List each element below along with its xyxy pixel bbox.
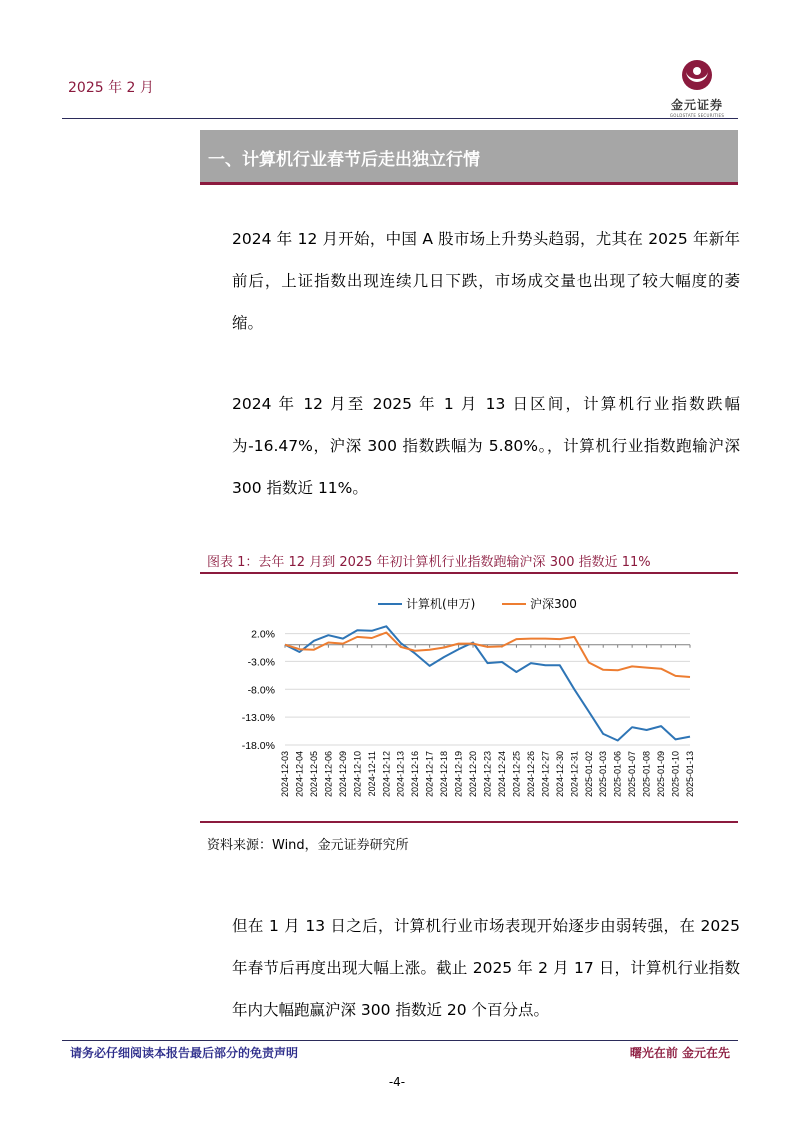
y-tick-label: -13.0% (241, 712, 275, 725)
x-tick-label: 2025-01-02 (583, 751, 594, 798)
paragraph-3: 但在 1 月 13 日之后，计算机行业市场表现开始逐步由弱转强，在 2025 年春节后再度出现大幅上涨。截止 2025 年 2 月 17 日，计算机行业指数年内大幅跑赢沪深 300 指数近 20 个百分点。 (232, 917, 740, 1019)
figure-bottom-rule (200, 821, 738, 823)
section-heading-bar (200, 130, 738, 185)
logo-english-name: GOLDSTATE SECURITIES (669, 113, 725, 118)
y-tick-label: -3.0% (247, 656, 275, 669)
x-tick-label: 2024-12-05 (308, 751, 319, 798)
figure-title: 图表 1：去年 12 月到 2025 年初计算机行业指数跑输沪深 300 指数近 11% (207, 555, 651, 570)
x-tick-label: 2024-12-23 (482, 751, 493, 798)
x-tick-label: 2024-12-25 (511, 751, 522, 798)
company-logo (662, 58, 732, 120)
x-tick-label: 2024-12-04 (294, 751, 305, 798)
x-tick-label: 2024-12-27 (540, 751, 551, 798)
x-tick-label: 2024-12-20 (468, 751, 479, 798)
footer-slogan: 曙光在前 金元在先 (629, 1046, 730, 1060)
figure-top-rule (200, 572, 738, 574)
x-tick-label: 2025-01-03 (598, 751, 609, 798)
report-date: 2025 年 2 月 (68, 80, 154, 96)
x-tick-label: 2024-12-24 (496, 751, 507, 798)
x-tick-label: 2024-12-31 (569, 751, 580, 798)
x-tick-label: 2024-12-19 (453, 751, 464, 798)
x-tick-label: 2025-01-13 (685, 751, 695, 798)
paragraph-1: 2024 年 12 月开始，中国 A 股市场上升势头趋弱，尤其在 2025 年新年前后，上证指数出现连续几日下跌，市场成交量也出现了较大幅度的萎缩。 (232, 230, 740, 332)
footer-divider (62, 1040, 738, 1041)
x-tick-label: 2025-01-06 (612, 751, 623, 798)
x-tick-label: 2024-12-16 (410, 751, 421, 798)
x-tick-label: 2024-12-10 (352, 751, 363, 798)
x-tick-label: 2025-01-07 (627, 751, 638, 798)
logo-emblem-icon (677, 58, 717, 92)
x-tick-label: 2025-01-08 (641, 751, 652, 798)
legend-label: 计算机(申万) (406, 597, 476, 611)
header-divider (62, 118, 738, 119)
paragraph-2: 2024 年 12 月至 2025 年 1 月 13 日区间，计算机行业指数跌幅为-16.47%，沪深 300 指数跌幅为 5.80%。，计算机行业指数跑输沪深 300 指数近 11%。 (232, 395, 740, 497)
series-line (285, 626, 690, 740)
logo-name: 金元证券 (670, 98, 723, 112)
x-tick-label: 2024-12-03 (280, 751, 290, 798)
y-tick-label: -18.0% (241, 740, 275, 752)
legend-label: 沪深300 (530, 597, 577, 611)
footer-disclaimer: 请务必仔细阅读本报告最后部分的免责声明 (70, 1046, 299, 1060)
figure-source: 资料来源：Wind，金元证券研究所 (207, 838, 409, 853)
x-tick-label: 2024-12-17 (424, 751, 435, 798)
y-tick-label: 2.0% (251, 628, 275, 641)
x-tick-label: 2024-12-09 (337, 751, 348, 798)
x-tick-label: 2024-12-12 (381, 751, 392, 798)
x-tick-label: 2024-12-26 (525, 751, 536, 798)
section-title: 一、计算机行业春节后走出独立行情 (208, 150, 480, 170)
series-line (285, 633, 690, 678)
x-tick-label: 2024-12-06 (323, 751, 334, 798)
x-tick-label: 2024-12-30 (554, 751, 565, 798)
x-tick-label: 2025-01-10 (670, 751, 681, 798)
x-tick-label: 2024-12-18 (439, 751, 450, 798)
y-tick-label: -8.0% (247, 684, 275, 697)
x-tick-label: 2025-01-09 (656, 751, 667, 798)
x-tick-label: 2024-12-13 (395, 751, 406, 798)
x-tick-label: 2024-12-11 (366, 751, 377, 797)
page-number: -4- (388, 1075, 406, 1089)
line-chart (200, 580, 738, 818)
